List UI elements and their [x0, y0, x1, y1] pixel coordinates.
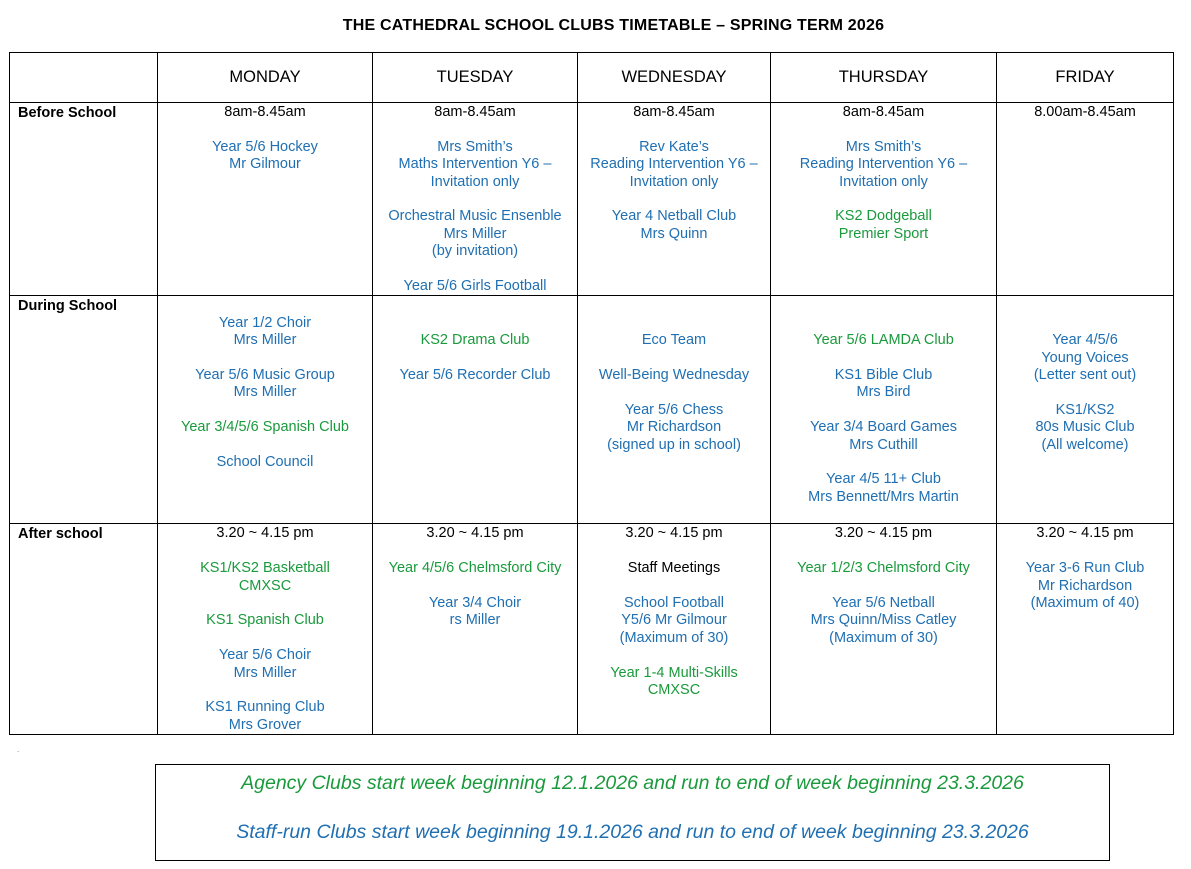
clubs-timetable — [9, 52, 1174, 735]
club-entry-line: School Football — [624, 595, 724, 612]
club-entry-line: 3.20 ~ 4.15 pm — [216, 525, 314, 542]
club-entry — [373, 139, 577, 191]
club-entry-line: (signed up in school) — [607, 436, 741, 453]
club-entry-line: (Maximum of 40) — [1030, 595, 1140, 612]
timetable-cell — [771, 296, 997, 524]
staff-clubs-note: Staff-run Clubs start week beginning 19.1.2026 and run to end of week beginning 23.3.2026 — [236, 821, 1029, 843]
club-entry-line: Mr Gilmour — [229, 156, 301, 173]
club-entry-line: Rev Kate’s — [639, 138, 709, 155]
club-entry-line: Mrs Bird — [856, 384, 911, 401]
club-entry — [373, 332, 577, 349]
club-entry — [771, 595, 996, 647]
club-entry-line: (Maximum of 30) — [829, 629, 938, 646]
club-entry-line: Mrs Miller — [233, 664, 297, 681]
club-entry — [578, 208, 770, 243]
timetable-cell — [771, 103, 997, 296]
club-entry-line: Year 5/6 Girls Football — [403, 278, 547, 295]
club-entry-line: 3.20 ~ 4.15 pm — [834, 525, 933, 542]
club-entry — [158, 139, 372, 174]
club-entry — [158, 612, 372, 629]
club-entry-line: Year 1/2 Choir — [218, 314, 312, 331]
club-entry-line: 8am-8.45am — [633, 104, 715, 120]
club-entry-line: 8am-8.45am — [224, 104, 306, 120]
club-entry-line: Mrs Smith’s — [437, 138, 513, 155]
club-entry — [578, 139, 770, 191]
club-entry — [771, 104, 996, 121]
dates-notice-box — [155, 764, 1110, 861]
club-entry-line: Mrs Miller — [443, 225, 507, 242]
club-entry-line: Mrs Miller — [233, 332, 297, 349]
stray-mark: . — [17, 745, 20, 754]
club-entry-line: Year 5/6 Hockey — [212, 138, 318, 155]
timetable-cell — [158, 296, 373, 524]
club-entry — [158, 367, 372, 402]
club-entry-line: Eco Team — [641, 332, 707, 349]
club-entry — [997, 402, 1173, 454]
club-entry-line: Year 4/5 11+ Club — [826, 471, 941, 488]
row-label: During School — [10, 296, 158, 524]
club-entry — [158, 525, 372, 542]
club-entry — [158, 699, 372, 734]
club-entry — [578, 402, 770, 454]
club-entry — [578, 104, 770, 121]
club-entry-line: 3.20 ~ 4.15 pm — [625, 525, 723, 542]
club-entry — [373, 560, 577, 577]
club-entry — [578, 595, 770, 647]
club-entry-line: Maths Intervention Y6 – — [398, 156, 552, 173]
club-entry-line: (Maximum of 30) — [619, 629, 729, 646]
club-entry-line: Year 1-4 Multi-Skills — [610, 664, 738, 681]
club-entry — [158, 104, 372, 121]
timetable-cell — [997, 524, 1174, 735]
club-entry — [997, 332, 1173, 384]
page-title: THE CATHEDRAL SCHOOL CLUBS TIMETABLE – SPRING TERM 2026 — [342, 17, 885, 34]
club-entry-line: 8.00am-8.45am — [1034, 104, 1136, 120]
club-entry — [771, 367, 996, 402]
club-entry-line: Mrs Cuthill — [849, 436, 918, 453]
club-entry — [373, 367, 577, 384]
club-entry-line: Year 3/4 Choir — [428, 595, 522, 612]
club-entry-line: Year 4/5/6 Chelmsford City — [388, 560, 562, 577]
club-entry-line: Mrs Bennett/Mrs Martin — [808, 488, 959, 505]
club-entry-line: Year 5/6 Music Group — [195, 367, 335, 384]
club-entry — [158, 560, 372, 595]
club-entry — [997, 104, 1173, 121]
club-entry — [158, 454, 372, 471]
club-entry-line: KS1/KS2 — [1055, 401, 1115, 418]
club-entry — [158, 419, 372, 436]
club-entry-line: 3.20 ~ 4.15 pm — [426, 525, 524, 542]
day-header: FRIDAY — [997, 53, 1174, 103]
club-entry-line: 8am-8.45am — [842, 104, 925, 120]
club-entry-line: Year 1/2/3 Chelmsford City — [797, 560, 970, 577]
club-entry-line: Mr Richardson — [1037, 577, 1133, 594]
timetable-cell — [578, 524, 771, 735]
club-entry-line: KS2 Dodgeball — [835, 208, 932, 225]
timetable-row — [10, 296, 1174, 524]
club-entry — [158, 647, 372, 682]
club-entry-line: Invitation only — [629, 173, 719, 190]
club-entry-line: Year 3/4/5/6 Spanish Club — [181, 419, 349, 436]
club-entry-line: Year 4 Netball Club — [611, 208, 737, 225]
club-entry — [373, 104, 577, 121]
club-entry-line: Y5/6 Mr Gilmour — [621, 612, 727, 629]
timetable-cell — [578, 103, 771, 296]
club-entry — [997, 560, 1173, 612]
club-entry-line: CMXSC — [647, 682, 701, 699]
club-entry — [771, 471, 996, 506]
club-entry — [578, 525, 770, 542]
club-entry — [373, 208, 577, 260]
club-entry-line: 8am-8.45am — [434, 104, 516, 120]
club-entry — [771, 560, 996, 577]
club-entry-line: rs Miller — [449, 612, 501, 629]
club-entry-line: Mr Richardson — [626, 419, 722, 436]
timetable-cell — [158, 103, 373, 296]
agency-clubs-note: Agency Clubs start week beginning 12.1.2026 and run to end of week beginning 23.3.2026 — [241, 772, 1024, 794]
club-entry-line: KS2 Drama Club — [420, 332, 530, 349]
club-entry-line: Reading Intervention Y6 – — [590, 156, 758, 173]
club-entry — [771, 525, 996, 542]
timetable-cell — [373, 103, 578, 296]
club-entry-line: KS1 Spanish Club — [206, 612, 324, 629]
club-entry-line: 80s Music Club — [1035, 419, 1135, 436]
row-label: Before School — [10, 103, 158, 296]
club-entry-line: Mrs Smith’s — [845, 138, 922, 155]
club-entry-line: Year 5/6 Chess — [624, 401, 724, 418]
day-header: THURSDAY — [771, 53, 997, 103]
club-entry-line: Orchestral Music Ensenble — [388, 208, 562, 225]
club-entry-line: KS1 Running Club — [205, 699, 325, 716]
club-entry — [373, 595, 577, 630]
club-entry-line: 3.20 ~ 4.15 pm — [1036, 525, 1134, 542]
club-entry — [771, 139, 996, 191]
club-entry-line: Year 3/4 Board Games — [810, 419, 957, 436]
club-entry-line: Year 4/5/6 — [1052, 332, 1118, 349]
club-entry-line: (Letter sent out) — [1033, 367, 1137, 384]
club-entry — [158, 315, 372, 350]
club-entry-line: Year 5/6 Recorder Club — [399, 367, 551, 384]
club-entry-line: Year 5/6 LAMDA Club — [813, 332, 954, 349]
club-entry-line: KS1/KS2 Basketball — [200, 560, 330, 577]
club-entry-line: Well-Being Wednesday — [598, 367, 750, 384]
timetable-cell — [997, 296, 1174, 524]
club-entry-line: Reading Intervention Y6 – — [799, 156, 968, 173]
corner-cell — [10, 53, 158, 103]
club-entry-line: Year 3-6 Run Club — [1025, 560, 1145, 577]
club-entry — [578, 332, 770, 349]
club-entry-line: Premier Sport — [838, 225, 929, 242]
club-entry-line: Staff Meetings — [627, 560, 721, 577]
club-entry — [578, 560, 770, 577]
club-entry-line: Mrs Quinn — [640, 225, 708, 242]
timetable-cell — [997, 103, 1174, 296]
day-header: MONDAY — [158, 53, 373, 103]
club-entry — [578, 665, 770, 700]
day-header: TUESDAY — [373, 53, 578, 103]
day-header: WEDNESDAY — [578, 53, 771, 103]
row-label: After school — [10, 524, 158, 735]
club-entry — [771, 419, 996, 454]
club-entry — [373, 525, 577, 542]
club-entry-line: Mrs Quinn/Miss Catley — [810, 612, 957, 629]
club-entry — [578, 367, 770, 384]
club-entry-line: Young Voices — [1041, 349, 1129, 366]
club-entry-line: (by invitation) — [431, 243, 519, 260]
timetable-cell — [771, 524, 997, 735]
club-entry — [771, 208, 996, 243]
header-row — [10, 53, 1174, 103]
club-entry-line: Invitation only — [430, 173, 520, 190]
club-entry-line: Mrs Grover — [228, 716, 302, 733]
club-entry — [771, 332, 996, 349]
club-entry — [997, 525, 1173, 542]
club-entry-line: Mrs Miller — [233, 384, 297, 401]
club-entry-line: Invitation only — [839, 173, 928, 190]
timetable-cell — [373, 296, 578, 524]
club-entry-line: KS1 Bible Club — [834, 367, 933, 384]
club-entry-line: CMXSC — [238, 577, 292, 594]
club-entry-line: Year 5/6 Choir — [218, 647, 312, 664]
timetable-row — [10, 524, 1174, 735]
club-entry-line: Year 5/6 Netball — [832, 595, 935, 612]
club-entry-line: (All welcome) — [1041, 436, 1129, 453]
timetable-cell — [578, 296, 771, 524]
timetable-cell — [373, 524, 578, 735]
club-entry-line: School Council — [216, 454, 314, 471]
timetable-row — [10, 103, 1174, 296]
club-entry — [373, 278, 577, 295]
timetable-cell — [158, 524, 373, 735]
